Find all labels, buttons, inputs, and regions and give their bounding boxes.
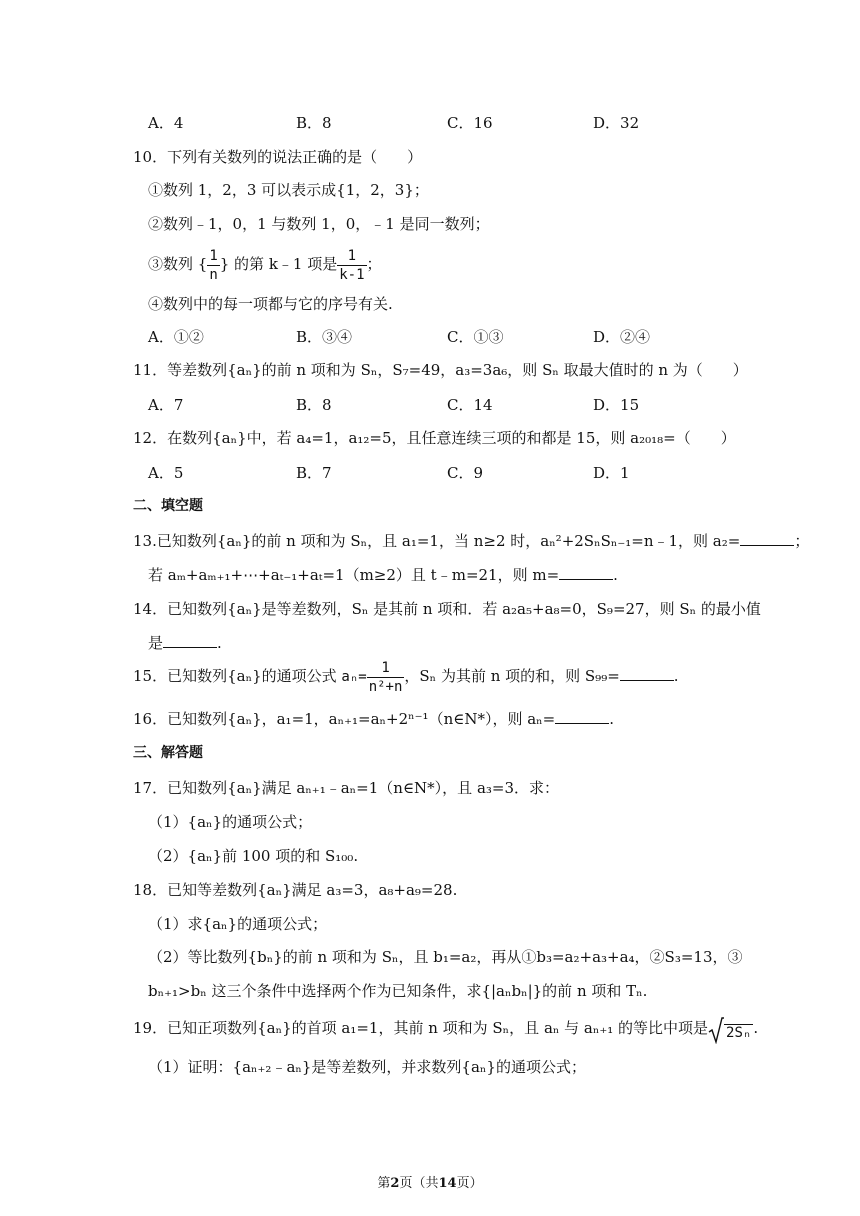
q19-stem-end: . (753, 1019, 759, 1037)
q16-answer-blank[interactable] (555, 709, 609, 724)
page-footer (0, 1172, 860, 1191)
q13-line-1 (133, 531, 809, 551)
q10-stem: 10．下列有关数列的说法正确的是（ ） (133, 148, 423, 166)
q10-option-c: C．①③ (447, 328, 504, 346)
footer-mid: 页（共 (399, 1176, 439, 1191)
q18-part-1: （1）求{aₙ}的通项公式； (148, 915, 328, 933)
q11-option-a: A．7 (148, 396, 184, 414)
q17-part-2: （2）{aₙ}前 100 项的和 S₁₀₀. (148, 847, 359, 865)
q15-suffix: ，Sₙ 为其前 n 项的和，则 S₉₉= (404, 667, 620, 685)
q15-end: . (673, 667, 679, 685)
q14-line-2 (148, 633, 222, 653)
q10-option-b: B．③④ (296, 328, 353, 346)
q11-stem: 11．等差数列{aₙ}的前 n 项和为 Sₙ，S₇=49，a₃=3a₆，则 Sₙ 取最大值时的 n 为（ ） (133, 361, 748, 379)
q10-s3-frac2-num: 1 (347, 247, 357, 264)
q10-s3-prefix: ③数列 { (148, 255, 208, 273)
q13-line2-end: . (613, 566, 618, 584)
section-solution-heading: 三、解答题 (133, 745, 203, 761)
q10-option-a: A．①② (148, 328, 204, 346)
sqrt-radical-icon (708, 1016, 724, 1044)
footer-page-number: 2 (390, 1176, 400, 1191)
q17-part-1: （1）{aₙ}的通项公式； (148, 813, 313, 831)
q10-s3-fraction (207, 247, 219, 284)
q18-part-2-line-2: bₙ₊₁>bₙ 这三个条件中选择两个作为已知条件，求{|aₙbₙ|}的前 n 项和 Tₙ. (148, 982, 648, 1000)
footer-pre: 第 (377, 1176, 391, 1191)
q13-answer-blank-1[interactable] (740, 531, 794, 546)
q10-s3-frac-num: 1 (209, 247, 218, 264)
q15-formula-lhs: aₙ= (341, 669, 367, 685)
q13-line1-text: 13.已知数列{aₙ}的前 n 项和为 Sₙ，且 a₁=1，当 n≥2 时，aₙ²+2SₙSₙ₋₁=n﹣1，则 a₂= (133, 532, 741, 550)
q16-text: 16．已知数列{aₙ}，a₁=1，aₙ₊₁=aₙ+2ⁿ⁻¹（n∈N*），则 aₙ= (133, 710, 556, 728)
q10-s3-frac-den: n (209, 266, 218, 283)
q18-part-2-line-1: （2）等比数列{bₙ}的前 n 项和为 Sₙ，且 b₁=a₂，再从①b₃=a₂+a₃+a₄，②S₃=13，③ (148, 948, 743, 966)
q10-s3-frac2-den: k-1 (339, 266, 365, 283)
q16-end: . (609, 710, 615, 728)
q15-formula-fraction (367, 659, 405, 696)
q14-answer-blank[interactable] (163, 633, 217, 648)
q12-option-d: D．1 (593, 464, 630, 482)
q9-option-b: B．8 (296, 114, 332, 132)
q19-stem (133, 1008, 758, 1050)
q19-sqrt-content: 2Sₙ (726, 1024, 752, 1041)
q14-line-1: 14．已知数列{aₙ}是等差数列，Sₙ 是其前 n 项和．若 a₂a₅+a₈=0，S₉=27，则 Sₙ 的最小值 (133, 600, 761, 618)
q11-option-c: C．14 (447, 396, 493, 414)
q15-prefix: 15．已知数列{aₙ}的通项公式 (133, 667, 337, 685)
q15-line (133, 654, 679, 699)
q10-s3-mid: } 的第 k﹣1 项是 (219, 255, 338, 273)
q14-line2-text: 是 (148, 634, 164, 652)
q10-s3-fraction-2 (337, 247, 366, 284)
q10-statement-3 (148, 244, 382, 284)
q18-stem: 18．已知等差数列{aₙ}满足 a₃=3，a₈+a₉=28. (133, 881, 458, 899)
q12-option-a: A．5 (148, 464, 184, 482)
q12-stem: 12．在数列{aₙ}中，若 a₄=1，a₁₂=5，且任意连续三项的和都是 15，则 a₂₀₁₈=（ ） (133, 429, 736, 447)
q10-statement-1: ①数列 1，2，3 可以表示成{1，2，3}； (148, 181, 429, 199)
q13-line2-text: 若 aₘ+aₘ₊₁+⋯+aₜ₋₁+aₜ=1（m≥2）且 t﹣m=21，则 m= (148, 566, 560, 584)
q11-option-b: B．8 (296, 396, 332, 414)
q12-option-b: B．7 (296, 464, 332, 482)
q15-formula-den: n²+n (368, 678, 403, 695)
q10-statement-4: ④数列中的每一项都与它的序号有关. (148, 295, 393, 313)
section-fill-in-heading: 二、填空题 (133, 498, 203, 514)
q9-option-d: D．32 (593, 114, 640, 132)
q13-line1-end: ； (794, 532, 810, 550)
q16-line (133, 709, 614, 729)
q10-option-d: D．②④ (593, 328, 651, 346)
footer-total-pages: 14 (438, 1176, 457, 1191)
q9-option-c: C．16 (447, 114, 493, 132)
q10-s3-suffix: ； (366, 255, 382, 273)
q9-option-a: A．4 (148, 114, 184, 132)
q13-line-2 (148, 565, 618, 585)
q11-option-d: D．15 (593, 396, 640, 414)
q10-statement-2: ②数列﹣1，0，1 与数列 1，0，﹣1 是同一数列； (148, 215, 490, 233)
q12-option-c: C．9 (447, 464, 484, 482)
q13-answer-blank-2[interactable] (559, 565, 613, 580)
q15-answer-blank[interactable] (620, 666, 674, 681)
q19-stem-text: 19．已知正项数列{aₙ}的首项 a₁=1，其前 n 项和为 Sₙ，且 aₙ 与 aₙ₊₁ 的等比中项是 (133, 1019, 709, 1037)
q14-line2-end: . (217, 634, 222, 652)
q17-stem: 17．已知数列{aₙ}满足 aₙ₊₁﹣aₙ=1（n∈N*），且 a₃=3．求： (133, 779, 560, 797)
q19-part-1: （1）证明：{aₙ₊₂﹣aₙ}是等差数列，并求数列{aₙ}的通项公式； (148, 1058, 586, 1076)
q19-sqrt (708, 1009, 753, 1050)
footer-post: 页） (456, 1176, 483, 1191)
q15-formula-num: 1 (381, 659, 390, 676)
